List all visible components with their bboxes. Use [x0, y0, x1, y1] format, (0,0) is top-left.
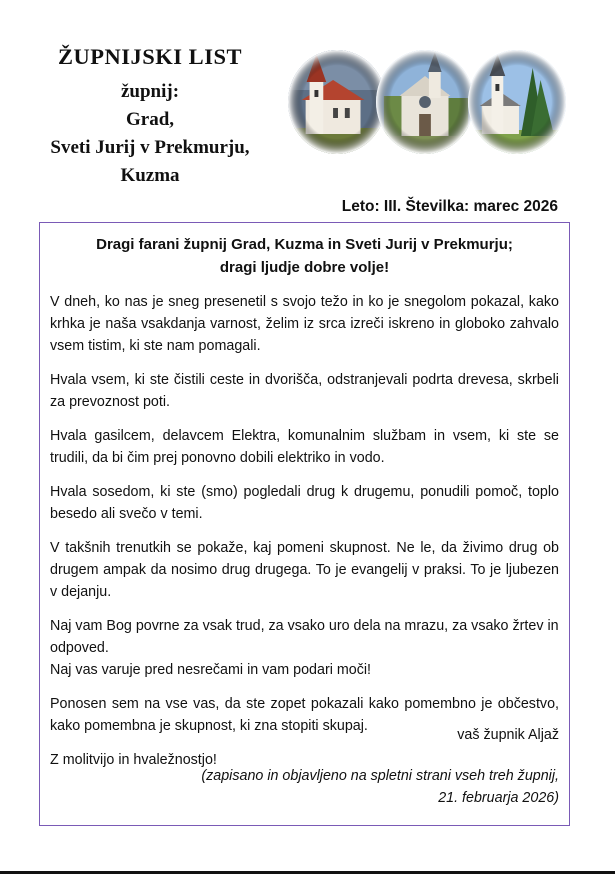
- masthead: [30, 44, 270, 190]
- greeting-line: Dragi farani župnij Grad, Kuzma in Sveti Jurij v Prekmurju;: [96, 236, 513, 253]
- church-sveti-jurij-icon: [376, 50, 474, 154]
- subtitle-line: Grad,: [125, 109, 175, 130]
- letter-frame: [39, 222, 570, 826]
- issue-info: Leto: III. Številka: marec 2026: [341, 198, 558, 215]
- note-line: 21. februarja 2026): [438, 790, 559, 806]
- subtitle-line: Sveti Jurij v Prekmurju,: [50, 137, 250, 158]
- paragraph: Hvala sosedom, ki ste (smo) pogledali drug k drugemu, ponudili pomoč, toplo besedo ali svečo v temi.: [50, 484, 559, 522]
- newsletter-title: ŽUPNIJSKI LIST: [58, 44, 242, 69]
- paragraph: Naj vas varuje pred nesrečami in vam podari moči!: [50, 662, 372, 678]
- note-line: (zapisano in objavljeno na spletni strani vseh treh župnij,: [201, 768, 559, 784]
- letter-greeting: [40, 233, 569, 279]
- signature: vaš župnik Aljaž: [457, 727, 559, 743]
- publication-note: [201, 765, 559, 809]
- paragraph: Z molitvijo in hvaležnostjo!: [50, 752, 217, 768]
- paragraph: V takšnih trenutkih se pokaže, kaj pomeni skupnost. Ne le, da živimo drug ob drugem ampak da nosimo drug drugega. To je evangelij v praksi. To je ljubezen v dejanju.: [50, 540, 559, 600]
- church-kuzma-icon: [468, 50, 566, 154]
- greeting-line: dragi ljudje dobre volje!: [219, 259, 390, 276]
- paragraph: Naj vam Bog povrne za vsak trud, za vsako uro dela na mrazu, za vsako žrtev in odpoved.: [50, 618, 559, 656]
- subtitle-line: Kuzma: [120, 165, 180, 186]
- paragraph: Ponosen sem na vse vas, da ste zopet pokazali kako pomembno je občestvo, kako pomembna je skupnost, ki zna stopiti skupaj.: [50, 696, 559, 734]
- church-grad-icon: [288, 50, 386, 154]
- paragraph: Hvala vsem, ki ste čistili ceste in dvorišča, odstranjevali podrta drevesa, skrbeli za prevoznost poti.: [50, 372, 559, 410]
- paragraph: Hvala gasilcem, delavcem Elektra, komunalnim službam in vsem, ki ste se trudili, da bi čim prej ponovno dobili elektriko in vodo.: [50, 428, 559, 466]
- letter-body: [50, 291, 559, 783]
- church-photos: [288, 50, 566, 158]
- paragraph: V dneh, ko nas je sneg presenetil s svojo težo in ko je snegolom pokazal, kako krhka je naša vsakdanja varnost, želim iz srca izreči iskreno in globoko zahvalo vsem tistim, ki ste nam pomagali.: [50, 294, 559, 354]
- subtitle-line: župnij:: [120, 81, 180, 102]
